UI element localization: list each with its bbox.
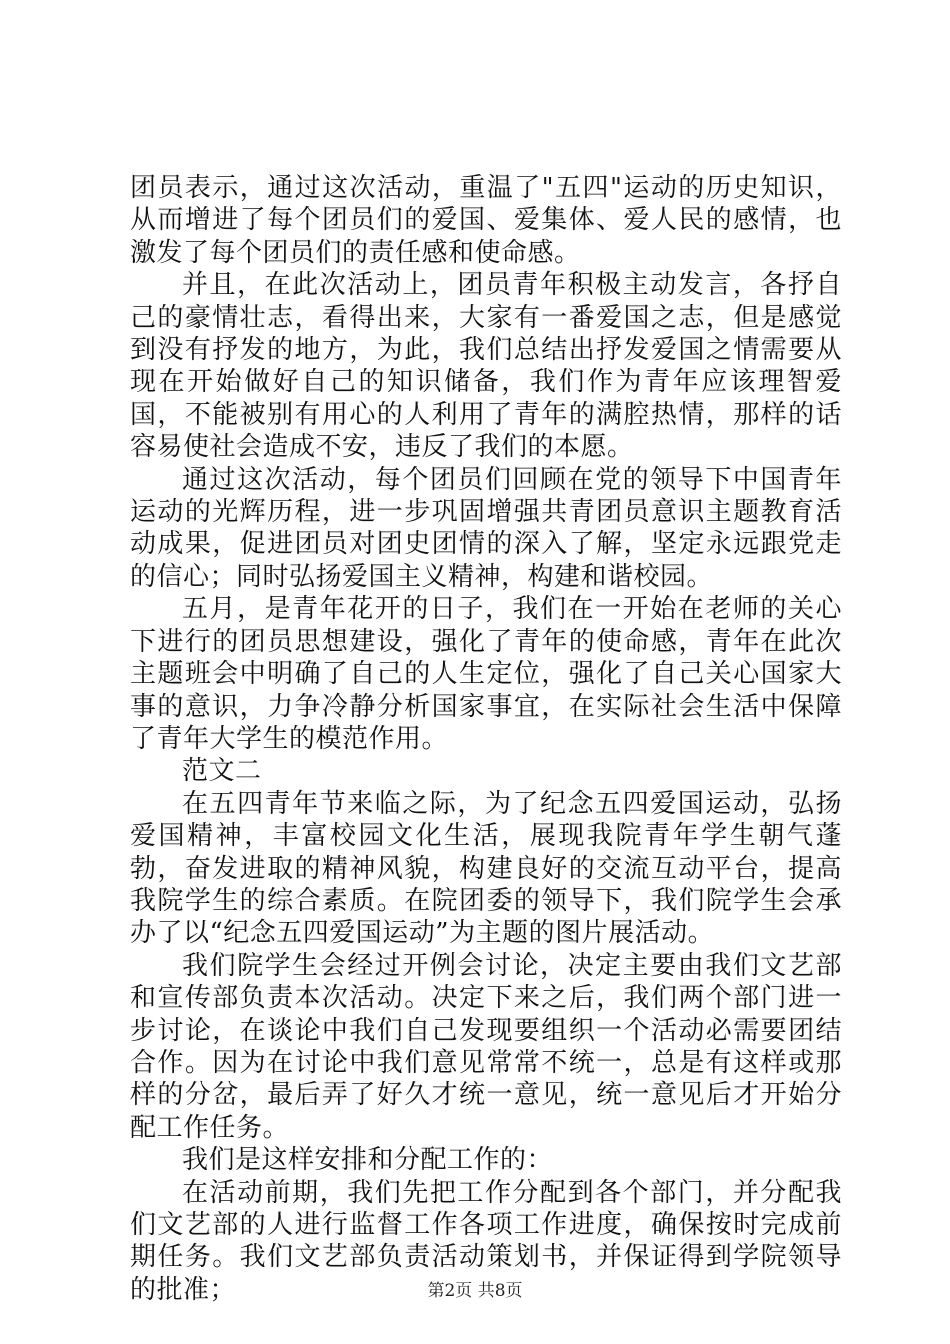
paragraph: 我们是这样安排和分配工作的： [182,1145,554,1176]
page-number-footer: 第2页 共8页 [427,1281,523,1301]
section-heading: 范文二 [182,756,262,787]
paragraph: 在五四青年节来临之际，为了纪念五四爱国运动，弘扬爱国精神，丰富校园文化生活，展现我院青年学生朝气蓬勃，奋发进取的精神风貌，构建良好的交流互动平台，提高我院学生的综合素质。在院团委的领导下，我们院学生会承办了以“纪念五四爱国运动”为主题的图片展活动。 [130,788,842,949]
paragraph: 在活动前期，我们先把工作分配到各个部门，并分配我们文艺部的人进行监督工作各项工作进度，确保按时完成前期任务。我们文艺部负责活动策划书，并保证得到学院领导的批准； [130,1177,842,1305]
paragraph: 我们院学生会经过开例会讨论，决定主要由我们文艺部和宣传部负责本次活动。决定下来之后，我们两个部门进一步讨论，在谈论中我们自己发现要组织一个活动必需要团结合作。因为在讨论中我们意见常常不统一，总是有这样或那样的分岔，最后弄了好久才统一意见，统一意见后才开始分配工作任务。 [130,950,842,1143]
paragraph: 通过这次活动，每个团员们回顾在党的领导下中国青年运动的光辉历程，进一步巩固增强共青团员意识主题教育活动成果，促进团员对团史团情的深入了解，坚定永远跟党走的信心；同时弘扬爱国主义精神，构建和谐校园。 [130,464,842,592]
paragraph-continuation: 团员表示，通过这次活动，重温了"五四"运动的历史知识，从而增进了每个团员们的爱国、爱集体、爱人民的感情，也激发了每个团员们的责任感和使命感。 [130,173,842,268]
paragraph: 并且，在此次活动上，团员青年积极主动发言，各抒自己的豪情壮志，看得出来，大家有一番爱国之志，但是感觉到没有抒发的地方，为此，我们总结出抒发爱国之情需要从现在开始做好自己的知识储备，我们作为青年应该理智爱国，不能被别有用心的人利用了青年的满腔热情，那样的话容易使社会造成不安，违反了我们的本愿。 [130,270,842,463]
paragraph: 五月，是青年花开的日子，我们在一开始在老师的关心下进行的团员思想建设，强化了青年的使命感，青年在此次主题班会中明确了自己的人生定位，强化了自己关心国家大事的意识，力争冷静分析国家事宜，在实际社会生活中保障了青年大学生的模范作用。 [130,594,842,754]
document-body [130,172,842,1306]
